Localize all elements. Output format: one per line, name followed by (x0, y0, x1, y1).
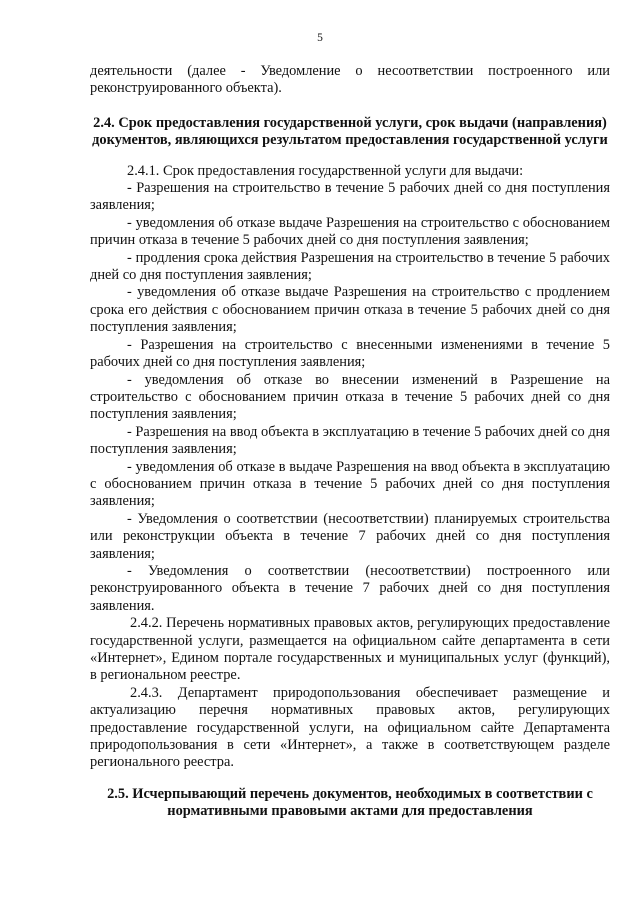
list-item: - продления срока действия Разрешения на строительство в течение 5 рабочих дней со дня поступления заявления; (90, 249, 610, 284)
list-item: - уведомления об отказе выдаче Разрешения на строительство с продлением срока его действия с обоснованием причин отказа в течение 5 рабочих дней со дня поступления заявления; (90, 284, 610, 336)
paragraph-2-4-1: 2.4.1. Срок предоставления государственной услуги для выдачи: (127, 162, 524, 179)
section-2-4-heading: 2.4. Срок предоставления государственной услуги, срок выдачи (направления) документов, являющихся результатом предоставления государственной услуги (92, 114, 608, 149)
list-item: - Разрешения на строительство с внесенными изменениями в течение 5 рабочих дней со дня поступления заявления; (90, 336, 610, 371)
list-item: - Уведомления о соответствии (несоответствии) планируемых строительства или реконструкции объекта в течение 7 рабочих дней со дня поступления заявления; (90, 510, 610, 562)
section-2-5-heading: 2.5. Исчерпывающий перечень документов, необходимых в соответствии с нормативными правовыми актами для предоставления (107, 785, 593, 820)
paragraph-2-4-3: 2.4.3. Департамент природопользования обеспечивает размещение и актуализацию перечня нормативных правовых актов, регулирующих предоставление государственной услуги, на официальном сайте Департамента природопользования в сети «Интернет», а также в соответствующем разделе регионального реестра. (90, 684, 610, 771)
list-item: - Разрешения на ввод объекта в эксплуатацию в течение 5 рабочих дней со дня поступления заявления; (90, 423, 610, 458)
intro-paragraph: деятельности (далее - Уведомление о несоответствии построенного или реконструированного объекта). (90, 63, 610, 97)
page-number: 5 (317, 32, 323, 44)
list-item: - Разрешения на строительство в течение 5 рабочих дней со дня поступления заявления; (90, 180, 610, 214)
list-item: - уведомления об отказе в выдаче Разрешения на ввод объекта в эксплуатацию с обоснованием причин отказа в течение 5 рабочих дней со дня поступления заявления; (90, 458, 610, 510)
page-content (90, 63, 610, 821)
paragraph-2-4-2: 2.4.2. Перечень нормативных правовых актов, регулирующих предоставление государственной услуги, размещается на официальном сайте департамента в сети «Интернет», Едином портале государственных и муниципальных услуг (функций), в региональном реестре. (90, 615, 610, 684)
list-item: - уведомления об отказе во внесении изменений в Разрешение на строительство с обоснованием причин отказа в течение 5 рабочих дней со дня поступления заявления; (90, 371, 610, 423)
list-item: - Уведомления о соответствии (несоответствии) построенного или реконструированного объекта в течение 7 рабочих дней со дня поступления заявления. (90, 562, 610, 614)
list-item: - уведомления об отказе выдаче Разрешения на строительство с обоснованием причин отказа в течение 5 рабочих дней со дня поступления заявления; (90, 214, 610, 249)
